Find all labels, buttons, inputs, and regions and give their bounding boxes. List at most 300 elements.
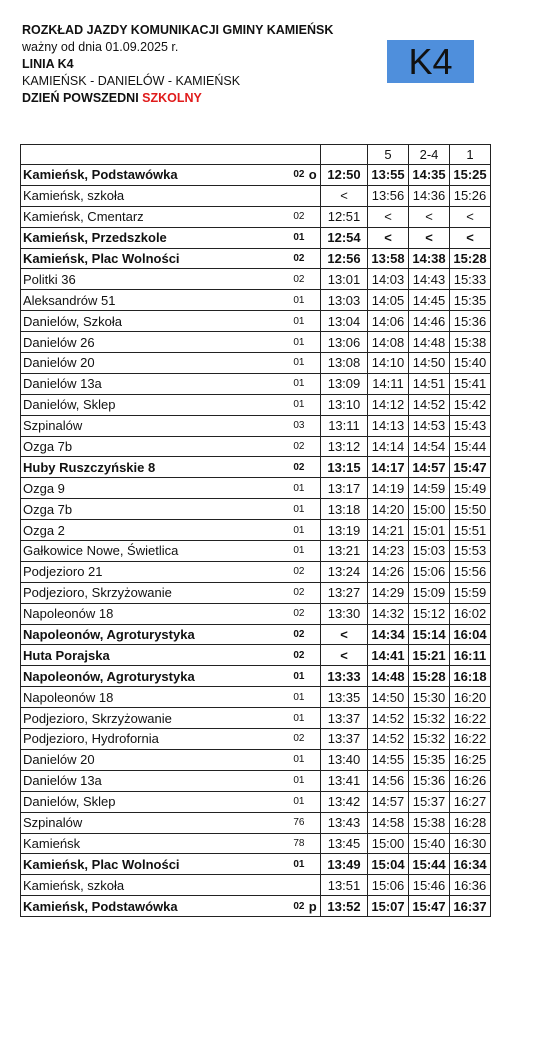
departure-time: 15:09 [409,582,450,603]
departure-time: 14:36 [409,185,450,206]
departure-time: 14:56 [368,770,409,791]
stop-name: Napoleonów, Agroturystyka [21,624,287,645]
stop-name: Ozga 7b [21,499,287,520]
table-row [21,896,491,917]
zone-code: 01 [287,791,306,812]
table-row [21,812,491,833]
departure-time: 14:34 [368,624,409,645]
departure-time: 15:07 [368,896,409,917]
stop-name: Ozga 2 [21,520,287,541]
stop-flag [306,457,321,478]
departure-time: 14:53 [409,415,450,436]
departure-time: 15:37 [409,791,450,812]
departure-time: 13:09 [321,373,368,394]
zone-code: 02 [287,729,306,750]
departure-time: 15:36 [450,311,491,332]
stop-flag [306,311,321,332]
column-header: 2-4 [409,145,450,165]
departure-time: 14:50 [368,687,409,708]
departure-time: 15:28 [450,248,491,269]
stop-name: Huby Ruszczyńskie 8 [21,457,287,478]
stop-flag [306,812,321,833]
stop-name: Danielów 26 [21,332,287,353]
zone-code: 01 [287,353,306,374]
zone-code: 02 [287,603,306,624]
departure-time: 14:38 [409,248,450,269]
departure-time: 15:50 [450,499,491,520]
departure-time: 14:52 [368,729,409,750]
departure-time: 13:19 [321,520,368,541]
departure-time: 13:27 [321,582,368,603]
day-type-label: DZIEŃ POWSZEDNI [22,91,139,105]
departure-time: 14:54 [409,436,450,457]
departure-time: 16:26 [450,770,491,791]
departure-time: 13:08 [321,353,368,374]
zone-code: 03 [287,415,306,436]
departure-time: 13:11 [321,415,368,436]
departure-time: 15:14 [409,624,450,645]
zone-code [287,185,306,206]
table-row [21,227,491,248]
departure-time: 15:00 [409,499,450,520]
departure-time: 13:15 [321,457,368,478]
stop-name: Danielów, Szkoła [21,311,287,332]
departure-time: 14:43 [409,269,450,290]
departure-time: 15:53 [450,541,491,562]
table-row [21,708,491,729]
departure-time: 13:42 [321,791,368,812]
departure-time: 12:50 [321,165,368,186]
stop-flag [306,708,321,729]
stop-name: Danielów 20 [21,749,287,770]
departure-time: 14:29 [368,582,409,603]
departure-time: 15:41 [450,373,491,394]
stop-name: Kamieńsk, Cmentarz [21,206,287,227]
departure-time: 15:04 [368,854,409,875]
table-row [21,624,491,645]
departure-time: 15:12 [409,603,450,624]
departure-time: 14:20 [368,499,409,520]
stop-name: Podjezioro, Hydrofornia [21,729,287,750]
departure-time: 14:59 [409,478,450,499]
departure-time: 14:08 [368,332,409,353]
zone-code: 01 [287,394,306,415]
departure-time: 14:23 [368,541,409,562]
departure-time: 13:17 [321,478,368,499]
zone-code: 02 [287,206,306,227]
departure-time: < [321,624,368,645]
stop-flag [306,269,321,290]
table-row [21,770,491,791]
departure-time: 13:51 [321,875,368,896]
departure-time: 15:49 [450,478,491,499]
column-header: 1 [450,145,491,165]
zone-code: 02 [287,561,306,582]
table-row [21,603,491,624]
table-row [21,561,491,582]
departure-time: 14:48 [409,332,450,353]
table-row [21,729,491,750]
departure-time: 16:25 [450,749,491,770]
zone-code: 02 [287,269,306,290]
stop-name: Kamieńsk [21,833,287,854]
departure-time: 14:19 [368,478,409,499]
departure-time: 16:34 [450,854,491,875]
zone-code: 01 [287,854,306,875]
stop-flag [306,749,321,770]
departure-time: 16:22 [450,729,491,750]
departure-time: 13:18 [321,499,368,520]
departure-time: 15:43 [450,415,491,436]
departure-time: 15:36 [409,770,450,791]
stop-name: Kamieńsk, Plac Wolności [21,854,287,875]
stop-name: Kamieńsk, Plac Wolności [21,248,287,269]
departure-time: 15:21 [409,645,450,666]
stop-flag [306,624,321,645]
stop-name: Danielów 13a [21,770,287,791]
departure-time: 12:51 [321,206,368,227]
zone-code: 01 [287,687,306,708]
departure-time: 16:28 [450,812,491,833]
column-header: 5 [368,145,409,165]
departure-time: 15:01 [409,520,450,541]
departure-time: 14:13 [368,415,409,436]
zone-code: 02 [287,645,306,666]
departure-time: 14:06 [368,311,409,332]
departure-time: 12:54 [321,227,368,248]
stop-flag [306,770,321,791]
stop-name: Ozga 7b [21,436,287,457]
departure-time: 13:58 [368,248,409,269]
departure-time: 14:46 [409,311,450,332]
table-row [21,269,491,290]
line-badge: K4 [387,40,474,83]
departure-time: 14:10 [368,353,409,374]
departure-time: 15:51 [450,520,491,541]
departure-time: 15:46 [409,875,450,896]
departure-time: 13:43 [321,812,368,833]
stop-name: Kamieńsk, szkoła [21,875,287,896]
timetable [20,144,491,917]
table-row [21,290,491,311]
departure-time: 13:49 [321,854,368,875]
stop-flag [306,520,321,541]
stop-flag [306,582,321,603]
departure-time: 13:37 [321,708,368,729]
departure-time: 15:40 [450,353,491,374]
table-row [21,185,491,206]
departure-time: 14:50 [409,353,450,374]
stop-name: Politki 36 [21,269,287,290]
departure-time: 16:02 [450,603,491,624]
departure-time: 14:35 [409,165,450,186]
zone-code: 02 [287,457,306,478]
departure-time: 14:11 [368,373,409,394]
stop-name: Kamieńsk, szkoła [21,185,287,206]
departure-time: 14:55 [368,749,409,770]
departure-time: 13:41 [321,770,368,791]
stop-name: Aleksandrów 51 [21,290,287,311]
table-row [21,415,491,436]
departure-time: 13:12 [321,436,368,457]
route-name: KAMIEŃSK - DANIELÓW - KAMIEŃSK [22,74,241,88]
departure-time: < [321,645,368,666]
header-stop-cell [21,145,287,165]
departure-time: 14:05 [368,290,409,311]
departure-time: 14:21 [368,520,409,541]
departure-time: 15:40 [409,833,450,854]
table-row [21,582,491,603]
stop-flag [306,394,321,415]
departure-time: 14:03 [368,269,409,290]
stop-flag [306,353,321,374]
departure-time: 13:30 [321,603,368,624]
departure-time: 14:12 [368,394,409,415]
departure-time: 15:32 [409,729,450,750]
departure-time: < [368,206,409,227]
departure-time: 14:58 [368,812,409,833]
table-row [21,541,491,562]
stop-flag: o [306,165,321,186]
stop-flag [306,729,321,750]
table-row [21,394,491,415]
table-row [21,645,491,666]
stop-name: Kamieńsk, Podstawówka [21,165,287,186]
departure-time: 15:42 [450,394,491,415]
departure-time: < [409,227,450,248]
stop-flag [306,227,321,248]
departure-time: 15:32 [409,708,450,729]
stop-name: Napoleonów, Agroturystyka [21,666,287,687]
stop-name: Huta Porajska [21,645,287,666]
departure-time: 14:32 [368,603,409,624]
departure-time: 14:14 [368,436,409,457]
table-row [21,687,491,708]
departure-time: 14:52 [368,708,409,729]
table-row [21,311,491,332]
departure-time: 15:38 [409,812,450,833]
departure-time: 15:35 [409,749,450,770]
zone-code: 02 [287,624,306,645]
stop-flag [306,854,321,875]
zone-code: 01 [287,770,306,791]
zone-code: 01 [287,478,306,499]
departure-time: 15:35 [450,290,491,311]
day-type [22,90,333,107]
departure-time: 13:03 [321,290,368,311]
stop-name: Danielów, Sklep [21,791,287,812]
stop-name: Podjezioro 21 [21,561,287,582]
timetable-title: ROZKŁAD JAZDY KOMUNIKACJI GMINY KAMIEŃSK [22,23,334,37]
departure-time: 13:10 [321,394,368,415]
table-row [21,436,491,457]
departure-time: 13:24 [321,561,368,582]
departure-time: 14:48 [368,666,409,687]
header-zone-cell [287,145,306,165]
stop-flag [306,687,321,708]
departure-time: 14:17 [368,457,409,478]
stop-name: Danielów 13a [21,373,287,394]
stop-name: Gałkowice Nowe, Świetlica [21,541,287,562]
departure-time: 12:56 [321,248,368,269]
departure-time: 15:59 [450,582,491,603]
stop-flag [306,499,321,520]
departure-time: 16:11 [450,645,491,666]
stop-flag [306,833,321,854]
table-row [21,332,491,353]
departure-time: 13:04 [321,311,368,332]
table-row [21,478,491,499]
table-row [21,520,491,541]
valid-from: ważny od dnia 01.09.2025 r. [22,40,179,54]
stop-flag [306,541,321,562]
departure-time: 15:03 [409,541,450,562]
departure-time: 16:30 [450,833,491,854]
departure-time: 13:55 [368,165,409,186]
departure-time: 15:38 [450,332,491,353]
table-row [21,248,491,269]
zone-code: 02 [287,896,306,917]
departure-time: 15:47 [409,896,450,917]
stop-name: Szpinalów [21,812,287,833]
stop-name: Podjezioro, Skrzyżowanie [21,708,287,729]
zone-code: 02 [287,582,306,603]
departure-time: 13:56 [368,185,409,206]
departure-time: 15:06 [409,561,450,582]
timetable-body [21,145,491,917]
departure-time: < [409,206,450,227]
departure-time: < [450,206,491,227]
stop-name: Danielów 20 [21,353,287,374]
departure-time: 14:51 [409,373,450,394]
zone-code: 01 [287,666,306,687]
zone-code: 01 [287,373,306,394]
table-row [21,854,491,875]
departure-time: 16:04 [450,624,491,645]
departure-time: 16:36 [450,875,491,896]
departure-time: 13:52 [321,896,368,917]
stop-flag [306,206,321,227]
zone-code: 01 [287,541,306,562]
departure-time: < [450,227,491,248]
stop-flag [306,561,321,582]
stop-flag [306,666,321,687]
stop-name: Kamieńsk, Przedszkole [21,227,287,248]
departure-time: 13:33 [321,666,368,687]
zone-code: 01 [287,520,306,541]
table-header-row [21,145,491,165]
departure-time: 15:25 [450,165,491,186]
departure-time: 15:56 [450,561,491,582]
zone-code: 01 [287,227,306,248]
stop-flag [306,290,321,311]
table-row [21,457,491,478]
departure-time: 13:45 [321,833,368,854]
stop-flag: p [306,896,321,917]
stop-flag [306,875,321,896]
stop-flag [306,478,321,499]
departure-time: 15:30 [409,687,450,708]
departure-time: 16:18 [450,666,491,687]
departure-time: 13:21 [321,541,368,562]
stop-flag [306,645,321,666]
zone-code: 01 [287,290,306,311]
departure-time: 15:33 [450,269,491,290]
departure-time: 13:35 [321,687,368,708]
zone-code: 01 [287,332,306,353]
stop-flag [306,603,321,624]
stop-name: Napoleonów 18 [21,687,287,708]
stop-flag [306,248,321,269]
departure-time: 15:00 [368,833,409,854]
departure-time: 15:44 [409,854,450,875]
stop-flag [306,373,321,394]
departure-time: < [368,227,409,248]
departure-time: 13:06 [321,332,368,353]
day-type-highlight: SZKOLNY [142,91,202,105]
zone-code: 01 [287,708,306,729]
column-header [321,145,368,165]
departure-time: 15:47 [450,457,491,478]
zone-code: 01 [287,749,306,770]
stop-name: Kamieńsk, Podstawówka [21,896,287,917]
stop-name: Napoleonów 18 [21,603,287,624]
departure-time: 14:57 [409,457,450,478]
stop-name: Ozga 9 [21,478,287,499]
stop-name: Szpinalów [21,415,287,436]
stop-flag [306,332,321,353]
zone-code: 76 [287,812,306,833]
table-row [21,165,491,186]
table-row [21,206,491,227]
departure-time: 15:26 [450,185,491,206]
departure-time: 14:41 [368,645,409,666]
departure-time: 15:28 [409,666,450,687]
table-row [21,499,491,520]
zone-code: 02 [287,436,306,457]
table-row [21,875,491,896]
stop-flag [306,791,321,812]
departure-time: 16:22 [450,708,491,729]
timetable-header [22,22,333,107]
departure-time: 14:52 [409,394,450,415]
zone-code: 02 [287,165,306,186]
table-row [21,749,491,770]
zone-code: 01 [287,311,306,332]
zone-code: 01 [287,499,306,520]
departure-time: 13:40 [321,749,368,770]
departure-time: < [321,185,368,206]
table-row [21,833,491,854]
departure-time: 15:06 [368,875,409,896]
stop-flag [306,185,321,206]
departure-time: 13:37 [321,729,368,750]
table-row [21,353,491,374]
departure-time: 14:57 [368,791,409,812]
stop-name: Podjezioro, Skrzyżowanie [21,582,287,603]
zone-code: 02 [287,248,306,269]
stop-flag [306,436,321,457]
departure-time: 16:37 [450,896,491,917]
table-row [21,666,491,687]
header-flag-cell [306,145,321,165]
departure-time: 14:26 [368,561,409,582]
stop-flag [306,415,321,436]
departure-time: 15:44 [450,436,491,457]
zone-code [287,875,306,896]
stop-name: Danielów, Sklep [21,394,287,415]
zone-code: 78 [287,833,306,854]
